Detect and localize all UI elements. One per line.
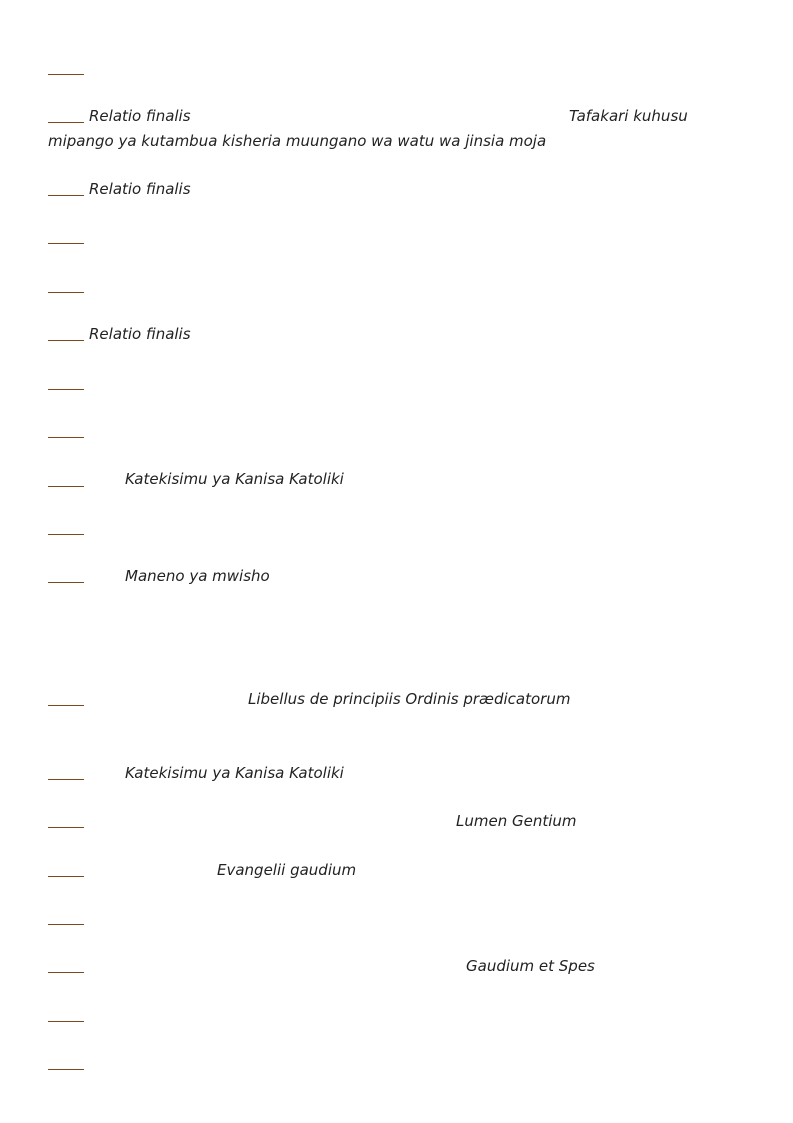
footnote-mark-10	[48, 534, 84, 535]
citation-mipango-continuation: mipango ya kutambua kisheria muungano wa watu wa jinsia moja	[48, 132, 547, 150]
footnote-mark-16	[48, 924, 84, 925]
footnote-mark-17	[48, 972, 84, 973]
footnote-mark-6	[48, 340, 84, 341]
citation-relatio-finalis: Relatio finalis	[89, 180, 191, 198]
citation-maneno-ya-mwisho: Maneno ya mwisho	[125, 567, 270, 585]
footnote-mark-14	[48, 827, 84, 828]
footnote-mark-19	[48, 1069, 84, 1070]
citation-evangelii-gaudium: Evangelii gaudium	[217, 861, 357, 879]
footnote-mark-18	[48, 1021, 84, 1022]
footnote-mark-8	[48, 437, 84, 438]
footnote-mark-4	[48, 243, 84, 244]
footnote-mark-15	[48, 876, 84, 877]
citation-tafakari-kuhusu: Tafakari kuhusu	[569, 107, 688, 125]
footnote-mark-12	[48, 705, 84, 706]
citation-katekisimu: Katekisimu ya Kanisa Katoliki	[125, 470, 344, 488]
footnote-mark-1	[48, 74, 84, 75]
citation-gaudium-et-spes: Gaudium et Spes	[466, 957, 595, 975]
footnote-mark-11	[48, 582, 84, 583]
citation-relatio-finalis: Relatio finalis	[89, 325, 191, 343]
citation-lumen-gentium: Lumen Gentium	[456, 812, 577, 830]
footnote-mark-2	[48, 122, 84, 123]
citation-libellus: Libellus de principiis Ordinis prædicatorum	[248, 690, 571, 708]
footnote-mark-7	[48, 389, 84, 390]
footnote-mark-13	[48, 779, 84, 780]
citation-relatio-finalis: Relatio finalis	[89, 107, 191, 125]
citation-katekisimu: Katekisimu ya Kanisa Katoliki	[125, 764, 344, 782]
footnote-mark-5	[48, 292, 84, 293]
footnote-mark-9	[48, 486, 84, 487]
footnote-mark-3	[48, 195, 84, 196]
